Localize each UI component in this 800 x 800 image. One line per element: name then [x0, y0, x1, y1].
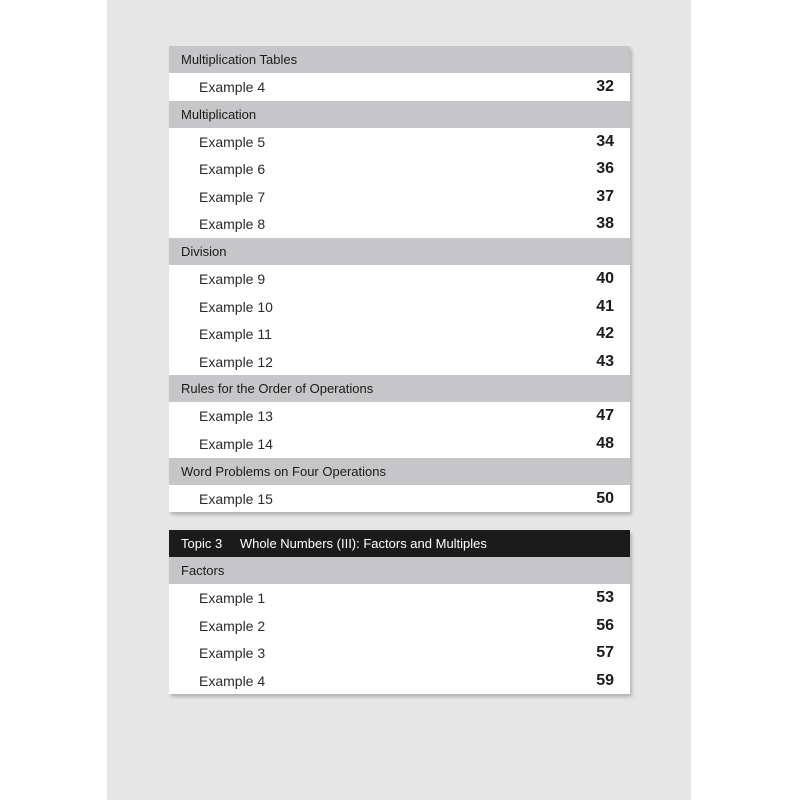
entry-label: Example 14	[199, 435, 273, 452]
entry-page-number: 59	[596, 671, 614, 689]
toc-entry[interactable]	[169, 155, 630, 183]
entry-label: Example 2	[199, 617, 266, 634]
entry-page-number: 43	[596, 352, 614, 370]
toc-entry[interactable]	[169, 320, 630, 348]
entry-page-number: 53	[596, 589, 614, 606]
entry-label: Example 8	[199, 216, 266, 233]
entry-label: Example 3	[199, 645, 266, 662]
toc-panel	[169, 46, 630, 512]
toc-entry[interactable]	[169, 612, 630, 640]
section-header: Factors	[169, 557, 630, 584]
entry-page-number: 50	[596, 489, 614, 507]
entry-page-number: 57	[596, 644, 614, 662]
toc-entry[interactable]	[169, 348, 630, 376]
entry-page-number: 32	[596, 78, 614, 95]
entry-page-number: 48	[596, 434, 614, 452]
topic-number: Topic 3	[181, 536, 223, 551]
toc-entry[interactable]	[169, 128, 630, 156]
toc-entry[interactable]	[169, 73, 630, 101]
entry-page-number: 47	[596, 407, 614, 425]
entry-label: Example 1	[199, 590, 266, 606]
toc-entry[interactable]	[169, 265, 630, 293]
entry-label: Example 7	[199, 188, 266, 205]
entry-label: Example 11	[199, 326, 272, 343]
entry-label: Example 15	[199, 490, 273, 507]
entry-page-number: 36	[596, 160, 614, 178]
section-header: Division	[169, 238, 630, 265]
entry-page-number: 41	[596, 297, 614, 315]
entry-page-number: 38	[596, 215, 614, 233]
toc-entry[interactable]	[169, 293, 630, 321]
toc-entry[interactable]	[169, 183, 630, 211]
section-header: Word Problems on Four Operations	[169, 458, 630, 485]
entry-page-number: 56	[596, 616, 614, 634]
toc-entry[interactable]	[169, 584, 630, 612]
entry-label: Example 13	[199, 408, 273, 425]
entry-label: Example 4	[199, 672, 266, 689]
topic-3-panel	[169, 530, 630, 694]
section-header: Multiplication	[169, 101, 630, 128]
toc-entry[interactable]	[169, 402, 630, 430]
entry-label: Example 10	[199, 298, 273, 315]
entry-label: Example 5	[199, 133, 266, 150]
toc-entry[interactable]	[169, 210, 630, 238]
section-header: Rules for the Order of Operations	[169, 375, 630, 402]
entry-label: Example 9	[199, 270, 266, 287]
entry-page-number: 40	[596, 269, 614, 287]
entry-page-number: 34	[596, 132, 614, 150]
toc-entry[interactable]	[169, 485, 630, 513]
section-header: Multiplication Tables	[169, 46, 630, 73]
topic-title: Whole Numbers (III): Factors and Multiples	[239, 536, 487, 551]
toc-entry[interactable]	[169, 667, 630, 695]
entry-label: Example 4	[199, 79, 266, 95]
toc-entry[interactable]	[169, 639, 630, 667]
entry-label: Example 12	[199, 353, 273, 370]
topic-header[interactable]	[169, 530, 630, 557]
entry-label: Example 6	[199, 161, 266, 178]
entry-page-number: 42	[596, 325, 614, 343]
toc-entry[interactable]	[169, 430, 630, 458]
entry-page-number: 37	[596, 187, 614, 205]
